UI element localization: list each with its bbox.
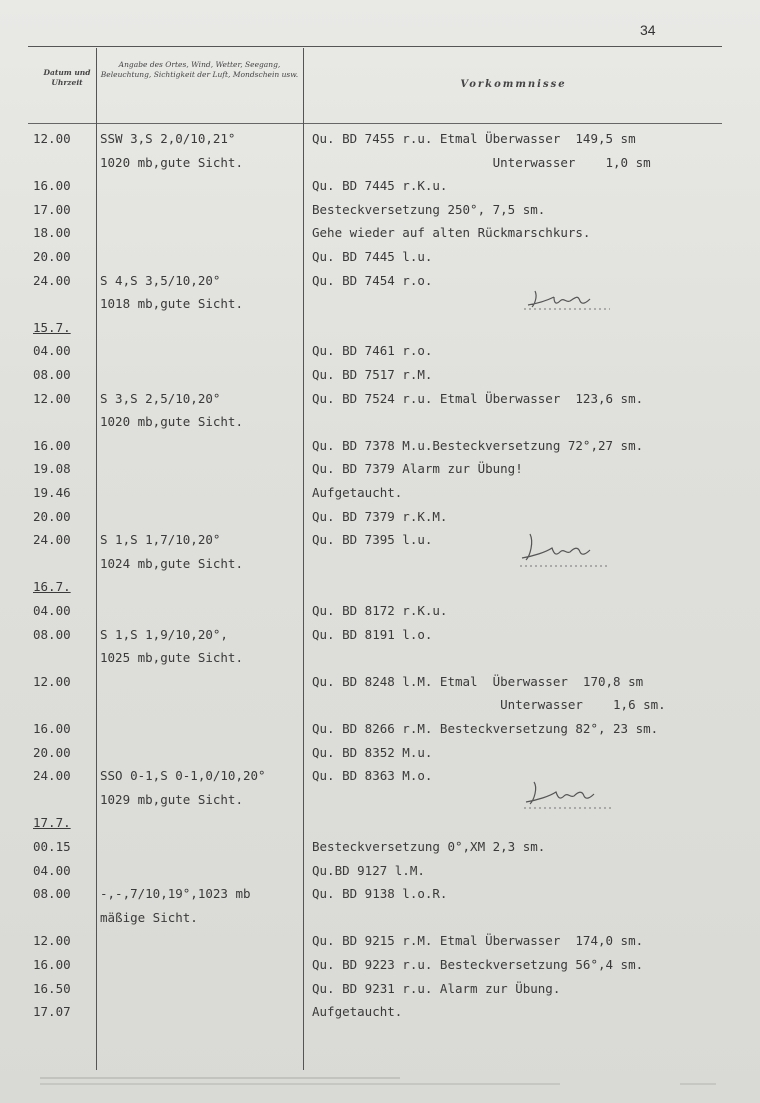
header-divider xyxy=(28,123,722,124)
log-time: 17.07 xyxy=(33,1004,71,1020)
column-divider-date xyxy=(96,48,97,1070)
log-event: Qu. BD 8266 r.M. Besteckversetzung 82°, 23 sm. xyxy=(312,721,659,736)
log-time: 20.00 xyxy=(33,249,71,264)
log-place: mäßige Sicht. xyxy=(100,909,198,925)
log-event: Qu. BD 7454 r.o. xyxy=(312,272,433,288)
log-event: Qu. BD 8191 l.o. xyxy=(312,626,433,642)
log-time: 12.00 xyxy=(33,673,71,689)
log-place: 1020 mb,gute Sicht. xyxy=(100,154,243,170)
log-place: S 3,S 2,5/10,20° xyxy=(100,390,221,406)
log-event: Unterwasser 1,6 sm. xyxy=(312,697,666,713)
log-event: Aufgetaucht. xyxy=(312,485,403,500)
log-event: Qu. BD 9215 r.M. Etmal Überwasser 174,0 sm. xyxy=(312,933,644,949)
log-event: Qu. BD 9231 r.u. Alarm zur Übung. xyxy=(312,980,561,996)
header-events: Vorkommnisse xyxy=(460,79,567,90)
log-place: SSO 0-1,S 0-1,0/10,20° xyxy=(100,768,266,784)
log-place: 1029 mb,gute Sicht. xyxy=(100,791,243,807)
log-event: Qu. BD 8172 r.K.u. xyxy=(312,603,448,618)
log-date-heading: 16.7. xyxy=(33,579,71,595)
header-date-time: Datum und Uhrzeit xyxy=(43,68,91,87)
signature-1 xyxy=(520,283,620,315)
log-event: Qu. BD 7378 M.u.Besteckversetzung 72°,27 sm. xyxy=(312,437,644,453)
log-time: 12.00 xyxy=(33,933,71,949)
log-event: Aufgetaucht. xyxy=(312,1004,403,1020)
log-date-heading: 15.7. xyxy=(33,319,71,335)
log-time: 24.00 xyxy=(33,768,71,784)
log-event: Unterwasser 1,0 sm xyxy=(312,154,651,170)
log-place: S 1,S 1,7/10,20° xyxy=(100,532,221,548)
log-event: Besteckversetzung 250°, 7,5 sm. xyxy=(312,201,546,217)
log-event: Qu. BD 9223 r.u. Besteckversetzung 56°,4 sm. xyxy=(312,957,644,972)
log-event: Besteckversetzung 0°,XM 2,3 sm. xyxy=(312,839,546,854)
page-number: 34 xyxy=(640,22,656,38)
column-divider-place xyxy=(303,48,304,1070)
log-time: 04.00 xyxy=(33,862,71,878)
log-event: Qu. BD 8248 l.M. Etmal Überwasser 170,8 sm xyxy=(312,673,644,689)
log-time: 16.00 xyxy=(33,178,71,194)
log-event: Qu. BD 7395 l.u. xyxy=(312,532,433,548)
log-place: 1018 mb,gute Sicht. xyxy=(100,296,243,312)
log-event: Qu. BD 7445 l.u. xyxy=(312,249,433,264)
log-time: 08.00 xyxy=(33,626,71,642)
log-time: 24.00 xyxy=(33,272,71,288)
log-event: Qu. BD 7445 r.K.u. xyxy=(312,178,448,194)
log-time: 08.00 xyxy=(33,367,71,382)
log-time: 19.08 xyxy=(33,461,71,477)
log-time: 16.00 xyxy=(33,957,71,972)
signature-3 xyxy=(520,776,620,816)
log-time: 12.00 xyxy=(33,131,71,146)
log-time: 18.00 xyxy=(33,225,71,241)
log-event: Qu. BD 7379 r.K.M. xyxy=(312,508,448,524)
log-time: 24.00 xyxy=(33,532,71,548)
log-time: 17.00 xyxy=(33,201,71,217)
log-place: 1020 mb,gute Sicht. xyxy=(100,414,243,430)
log-time: 16.50 xyxy=(33,980,71,996)
log-place: 1024 mb,gute Sicht. xyxy=(100,555,243,571)
log-time: 20.00 xyxy=(33,744,71,760)
log-date-heading: 17.7. xyxy=(33,815,71,831)
log-time: 04.00 xyxy=(33,343,71,359)
footer-print-note xyxy=(40,1075,560,1087)
log-event: Qu. BD 7524 r.u. Etmal Überwasser 123,6 sm. xyxy=(312,390,644,406)
log-place: S 1,S 1,9/10,20°, xyxy=(100,626,228,642)
log-event: Qu. BD 7461 r.o. xyxy=(312,343,433,359)
top-rule xyxy=(28,46,722,47)
log-time: 16.00 xyxy=(33,437,71,453)
log-event: Qu.BD 9127 l.M. xyxy=(312,862,425,878)
log-time: 00.15 xyxy=(33,839,71,854)
signature-2 xyxy=(516,528,620,576)
log-time: 19.46 xyxy=(33,485,71,500)
log-event: Qu. BD 8352 M.u. xyxy=(312,744,433,760)
log-time: 16.00 xyxy=(33,721,71,736)
footer-form-mark xyxy=(680,1080,720,1088)
log-place: S 4,S 3,5/10,20° xyxy=(100,272,221,288)
log-event: Qu. BD 9138 l.o.R. xyxy=(312,886,448,902)
log-event: Gehe wieder auf alten Rückmarschkurs. xyxy=(312,225,591,241)
log-time: 12.00 xyxy=(33,390,71,406)
log-event: Qu. BD 7517 r.M. xyxy=(312,367,433,382)
header-place-weather: Angabe des Ortes, Wind, Wetter, Seegang, Beleuchtung, Sichtigkeit der Luft, Mondschein usw. xyxy=(100,60,299,79)
log-event: Qu. BD 7455 r.u. Etmal Überwasser 149,5 sm xyxy=(312,131,636,146)
log-event: Qu. BD 7379 Alarm zur Übung! xyxy=(312,461,523,477)
log-time: 08.00 xyxy=(33,886,71,902)
log-place: SSW 3,S 2,0/10,21° xyxy=(100,131,236,146)
log-place: 1025 mb,gute Sicht. xyxy=(100,650,243,666)
log-event: Qu. BD 8363 M.o. xyxy=(312,768,433,784)
log-time: 20.00 xyxy=(33,508,71,524)
log-place: -,-,7/10,19°,1023 mb xyxy=(100,886,251,902)
log-time: 04.00 xyxy=(33,603,71,618)
